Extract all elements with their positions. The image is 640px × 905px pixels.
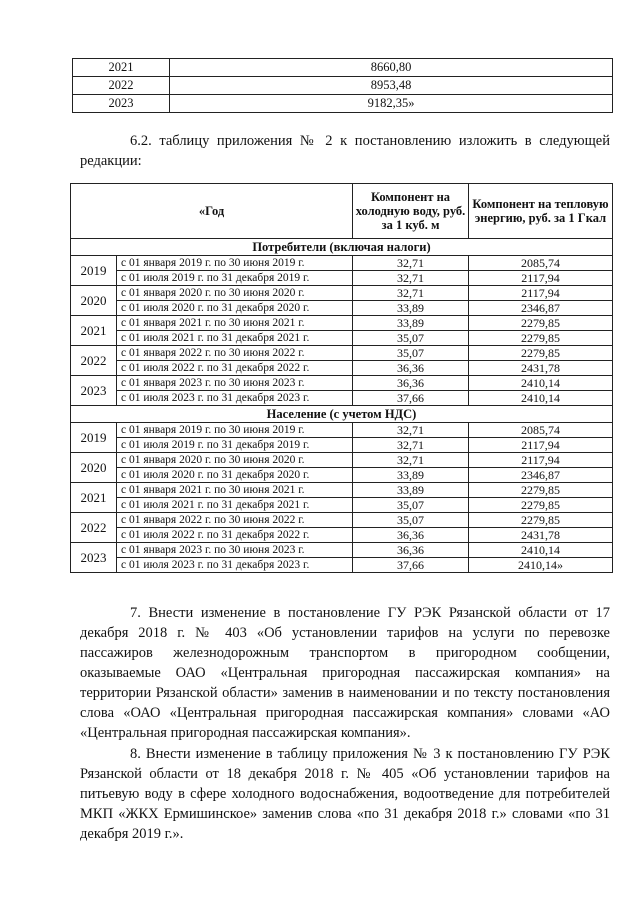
period-cell: с 01 января 2020 г. по 30 июня 2020 г. [117,453,353,468]
year-cell: 2022 [71,346,117,376]
cold-water-cell: 36,36 [353,528,469,543]
year-cell: 2019 [71,256,117,286]
table-row [73,95,613,113]
year-cell: 2023 [73,95,170,113]
cold-water-cell: 32,71 [353,256,469,271]
heat-energy-cell: 2085,74 [469,423,613,438]
paragraph-8: 8. Внести изменение в таблицу приложения № 3 к постановлению ГУ РЭК Рязанской области от 18 декабря 2018 г. № 405 «Об установлении тарифов на питьевую воду в сфере холодного водоснабжения, водоотведение для потребителей МКП «ЖКХ Ермишинское» заменив слова «по 31 декабря 2018 г.» словами «по 31 декабря 2019 г.». [80,746,610,842]
table-row [71,468,613,483]
cold-water-cell: 33,89 [353,301,469,316]
cold-water-cell: 35,07 [353,513,469,528]
period-cell: с 01 января 2022 г. по 30 июня 2022 г. [117,346,353,361]
table-row [71,453,613,468]
heat-energy-cell: 2279,85 [469,483,613,498]
heat-energy-cell: 2117,94 [469,271,613,286]
cold-water-cell: 32,71 [353,286,469,301]
heat-energy-cell: 2410,14 [469,391,613,406]
table-row [71,558,613,573]
table-row [71,391,613,406]
cold-water-cell: 33,89 [353,483,469,498]
heat-energy-cell: 2431,78 [469,361,613,376]
period-cell: с 01 июля 2020 г. по 31 декабря 2020 г. [117,301,353,316]
cold-water-cell: 37,66 [353,391,469,406]
heat-energy-cell: 2279,85 [469,316,613,331]
table-row [73,59,613,77]
table-row [73,77,613,95]
table-row [71,498,613,513]
heat-energy-cell: 2117,94 [469,286,613,301]
cold-water-cell: 35,07 [353,331,469,346]
table-row [71,361,613,376]
heat-energy-cell: 2279,85 [469,346,613,361]
cold-water-cell: 32,71 [353,423,469,438]
table-row [71,438,613,453]
cold-water-cell: 33,89 [353,316,469,331]
table-row [71,376,613,391]
year-cell: 2021 [71,483,117,513]
table-row [71,331,613,346]
cold-water-cell: 32,71 [353,438,469,453]
header-heat-energy: Компонент на тепловую энергию, руб. за 1 Гкал [469,184,613,239]
heat-energy-cell: 2410,14 [469,543,613,558]
table-row [71,286,613,301]
period-cell: с 01 января 2023 г. по 30 июня 2023 г. [117,543,353,558]
period-cell: с 01 января 2021 г. по 30 июня 2021 г. [117,316,353,331]
year-cell: 2023 [71,376,117,406]
heat-energy-cell: 2431,78 [469,528,613,543]
heat-energy-cell: 2279,85 [469,331,613,346]
cold-water-cell: 32,71 [353,453,469,468]
year-cell: 2021 [71,316,117,346]
period-cell: с 01 июля 2022 г. по 31 декабря 2022 г. [117,528,353,543]
period-cell: с 01 января 2020 г. по 30 июня 2020 г. [117,286,353,301]
cold-water-cell: 36,36 [353,543,469,558]
period-cell: с 01 января 2019 г. по 30 июня 2019 г. [117,256,353,271]
year-cell: 2022 [73,77,170,95]
value-cell: 9182,35» [170,95,613,113]
cold-water-cell: 36,36 [353,361,469,376]
period-cell: с 01 июля 2021 г. по 31 декабря 2021 г. [117,331,353,346]
period-cell: с 01 июля 2023 г. по 31 декабря 2023 г. [117,558,353,573]
year-cell: 2019 [71,423,117,453]
year-cell: 2020 [71,453,117,483]
section-row [71,406,613,423]
heat-energy-cell: 2085,74 [469,256,613,271]
cold-water-cell: 33,89 [353,468,469,483]
heat-energy-cell: 2346,87 [469,468,613,483]
period-cell: с 01 июля 2019 г. по 31 декабря 2019 г. [117,438,353,453]
table-row [71,528,613,543]
section-title: Население (с учетом НДС) [71,406,613,423]
top-tariff-table [72,58,613,113]
heat-energy-cell: 2410,14 [469,376,613,391]
section-row [71,239,613,256]
cold-water-cell: 36,36 [353,376,469,391]
value-cell: 8953,48 [170,77,613,95]
header-cold-water: Компонент на холодную воду, руб. за 1 куб. м [353,184,469,239]
cold-water-cell: 32,71 [353,271,469,286]
cold-water-cell: 35,07 [353,498,469,513]
heat-energy-cell: 2117,94 [469,453,613,468]
period-cell: с 01 января 2021 г. по 30 июня 2021 г. [117,483,353,498]
period-cell: с 01 июля 2022 г. по 31 декабря 2022 г. [117,361,353,376]
table-row [71,346,613,361]
period-cell: с 01 января 2023 г. по 30 июня 2023 г. [117,376,353,391]
cold-water-cell: 37,66 [353,558,469,573]
heat-energy-cell: 2279,85 [469,513,613,528]
heat-energy-cell: 2117,94 [469,438,613,453]
tariff-table [70,183,613,573]
period-cell: с 01 июля 2019 г. по 31 декабря 2019 г. [117,271,353,286]
heat-energy-cell: 2410,14» [469,558,613,573]
paragraph-6-2: 6.2. таблицу приложения № 2 к постановлению изложить в следующей редакции: [80,133,610,169]
table-row [71,513,613,528]
cold-water-cell: 35,07 [353,346,469,361]
table-header-row [71,184,613,239]
year-cell: 2021 [73,59,170,77]
table-row [71,271,613,286]
year-cell: 2023 [71,543,117,573]
year-cell: 2022 [71,513,117,543]
table-row [71,316,613,331]
period-cell: с 01 июля 2021 г. по 31 декабря 2021 г. [117,498,353,513]
period-cell: с 01 июля 2020 г. по 31 декабря 2020 г. [117,468,353,483]
header-year: «Год [71,184,353,239]
table-row [71,301,613,316]
table-row [71,543,613,558]
heat-energy-cell: 2279,85 [469,498,613,513]
heat-energy-cell: 2346,87 [469,301,613,316]
table-row [71,423,613,438]
table-row [71,256,613,271]
section-title: Потребители (включая налоги) [71,239,613,256]
year-cell: 2020 [71,286,117,316]
table-row [71,483,613,498]
value-cell: 8660,80 [170,59,613,77]
paragraph-7: 7. Внести изменение в постановление ГУ РЭК Рязанской области от 17 декабря 2018 г. № 403 «Об установлении тарифов на услуги по перевозке пассажиров железнодорожным транспортом в пригородном сообщении, оказываемые ОАО «Центральная пригородная пассажирская компания» на территории Рязанской области» заменив в наименовании и по тексту постановления слова «ОАО «Центральная пригородная пассажирская компания» словами «АО «Центральная пригородная пассажирская компания». [80,605,610,741]
period-cell: с 01 января 2022 г. по 30 июня 2022 г. [117,513,353,528]
period-cell: с 01 января 2019 г. по 30 июня 2019 г. [117,423,353,438]
period-cell: с 01 июля 2023 г. по 31 декабря 2023 г. [117,391,353,406]
